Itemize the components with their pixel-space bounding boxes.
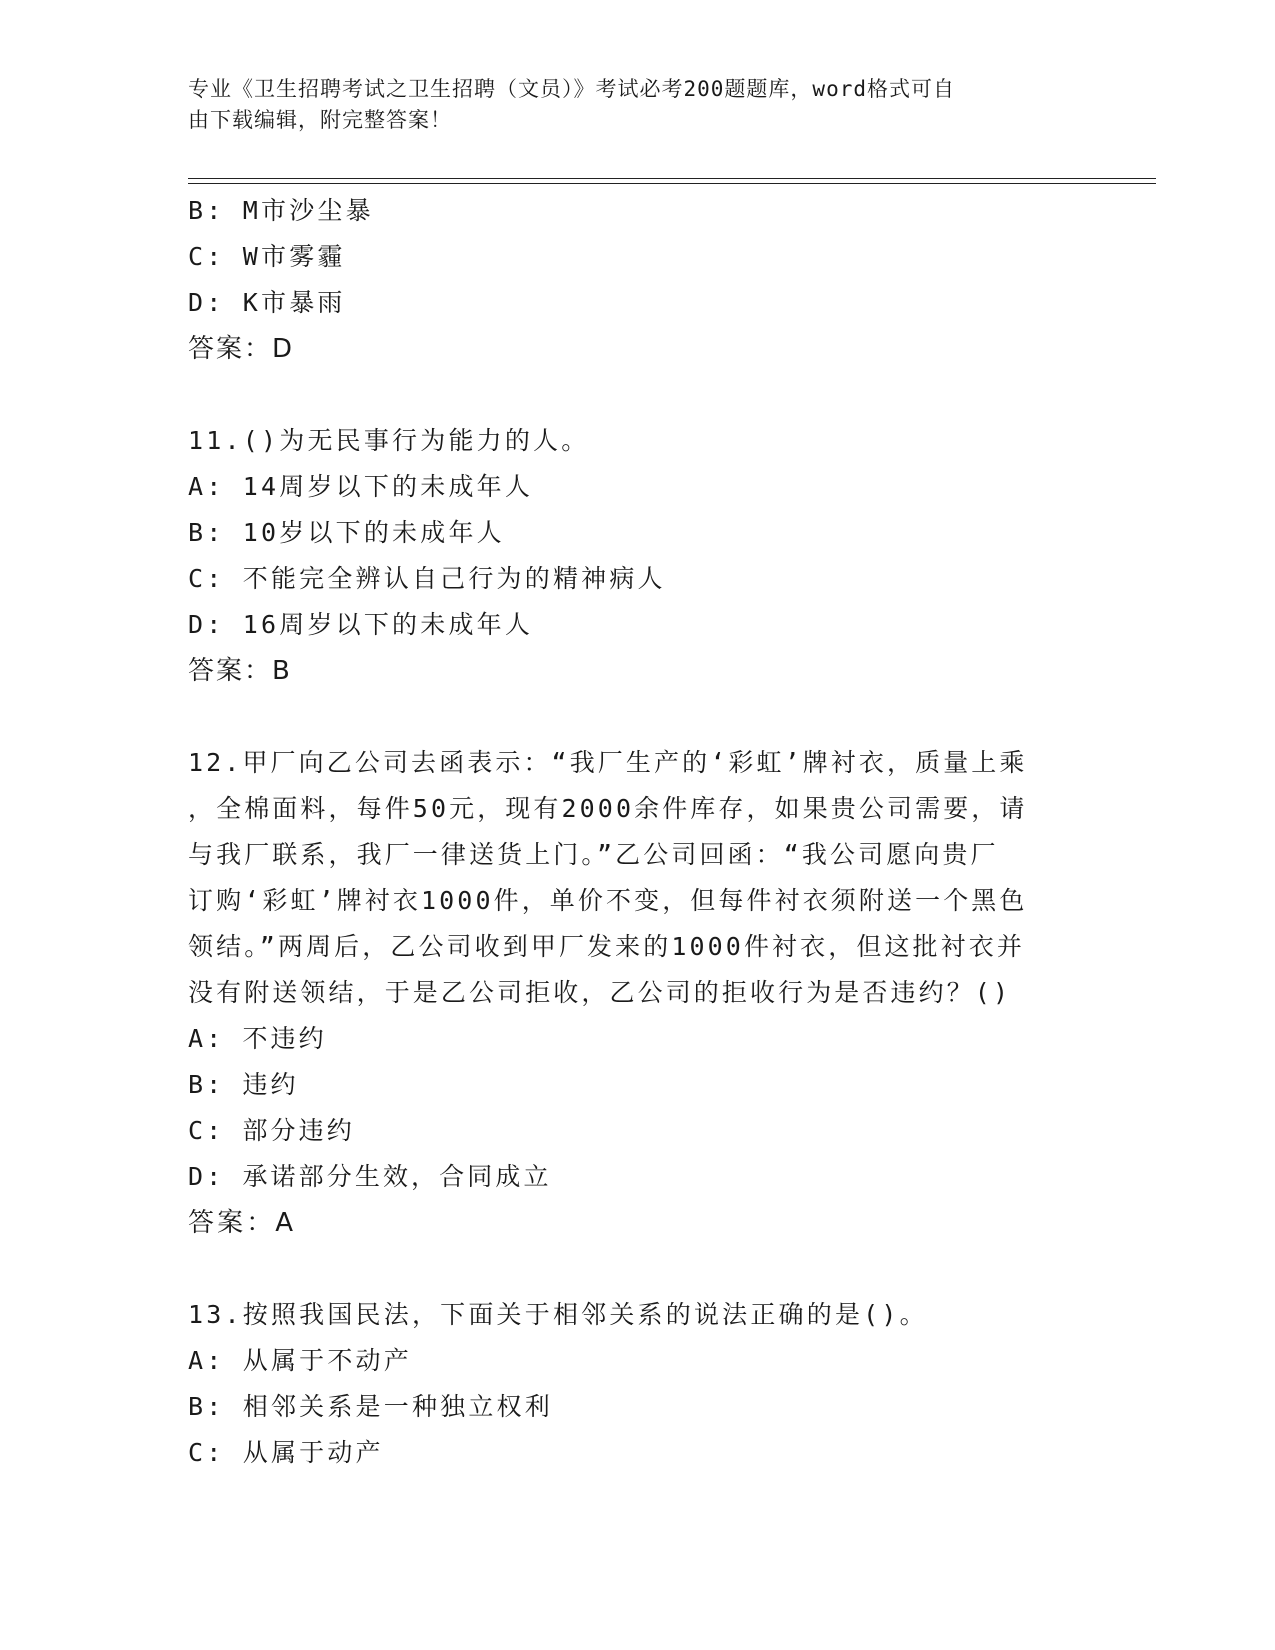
header-divider-bottom — [188, 183, 1156, 184]
question-stem: 11.()为无民事行为能力的人。 — [188, 426, 590, 455]
spacer — [188, 372, 1088, 418]
question-stem-line: ，全棉面料，每件50元，现有2000余件库存，如果贵公司需要，请 — [188, 794, 1028, 823]
previous-question-block — [188, 188, 1088, 372]
option-d: D: 16周岁以下的未成年人 — [188, 610, 534, 639]
answer-label: 答案：D — [188, 334, 295, 364]
question-stem-line: 订购‘彩虹’牌衬衣1000件，单价不变，但每件衬衣须附送一个黑色 — [188, 886, 1028, 915]
question-stem-line: 与我厂联系，我厂一律送货上门。”乙公司回函：“我公司愿向贵厂 — [188, 840, 999, 869]
question-stem-line: 12.甲厂向乙公司去函表示：“我厂生产的‘彩虹’牌衬衣，质量上乘 — [188, 748, 1028, 777]
option-d: D: K市暴雨 — [188, 288, 346, 317]
option-b: B: M市沙尘暴 — [188, 196, 374, 225]
document-header — [188, 74, 1068, 136]
spacer — [188, 1246, 1088, 1292]
option-b: B: 违约 — [188, 1070, 299, 1099]
question-list — [188, 188, 1088, 1476]
header-line-2: 由下载编辑，附完整答案！ — [188, 108, 452, 132]
answer-label: 答案：B — [188, 656, 292, 686]
question-stem-line: 没有附送领结，于是乙公司拒收，乙公司的拒收行为是否违约？() — [188, 978, 1012, 1007]
option-a: A: 从属于不动产 — [188, 1346, 412, 1375]
spacer — [188, 694, 1088, 740]
option-c: C: 从属于动产 — [188, 1438, 384, 1467]
option-a: A: 14周岁以下的未成年人 — [188, 472, 534, 501]
question-stem-line: 领结。”两周后，乙公司收到甲厂发来的1000件衬衣，但这批衬衣并 — [188, 932, 1025, 961]
option-c: C: 部分违约 — [188, 1116, 355, 1145]
option-c: C: 不能完全辨认自己行为的精神病人 — [188, 564, 666, 593]
option-d: D: 承诺部分生效，合同成立 — [188, 1162, 552, 1191]
question-13 — [188, 1292, 1088, 1476]
answer-label: 答案：A — [188, 1208, 297, 1238]
option-b: B: 10岁以下的未成年人 — [188, 518, 505, 547]
header-divider-top — [188, 178, 1156, 179]
header-line-1: 专业《卫生招聘考试之卫生招聘（文员）》考试必考200题题库，word格式可自 — [188, 77, 955, 101]
option-b: B: 相邻关系是一种独立权利 — [188, 1392, 553, 1421]
question-12 — [188, 740, 1088, 1246]
option-a: A: 不违约 — [188, 1024, 327, 1053]
question-11 — [188, 418, 1088, 694]
option-c: C: W市雾霾 — [188, 242, 346, 271]
question-stem: 13.按照我国民法，下面关于相邻关系的说法正确的是()。 — [188, 1300, 928, 1329]
